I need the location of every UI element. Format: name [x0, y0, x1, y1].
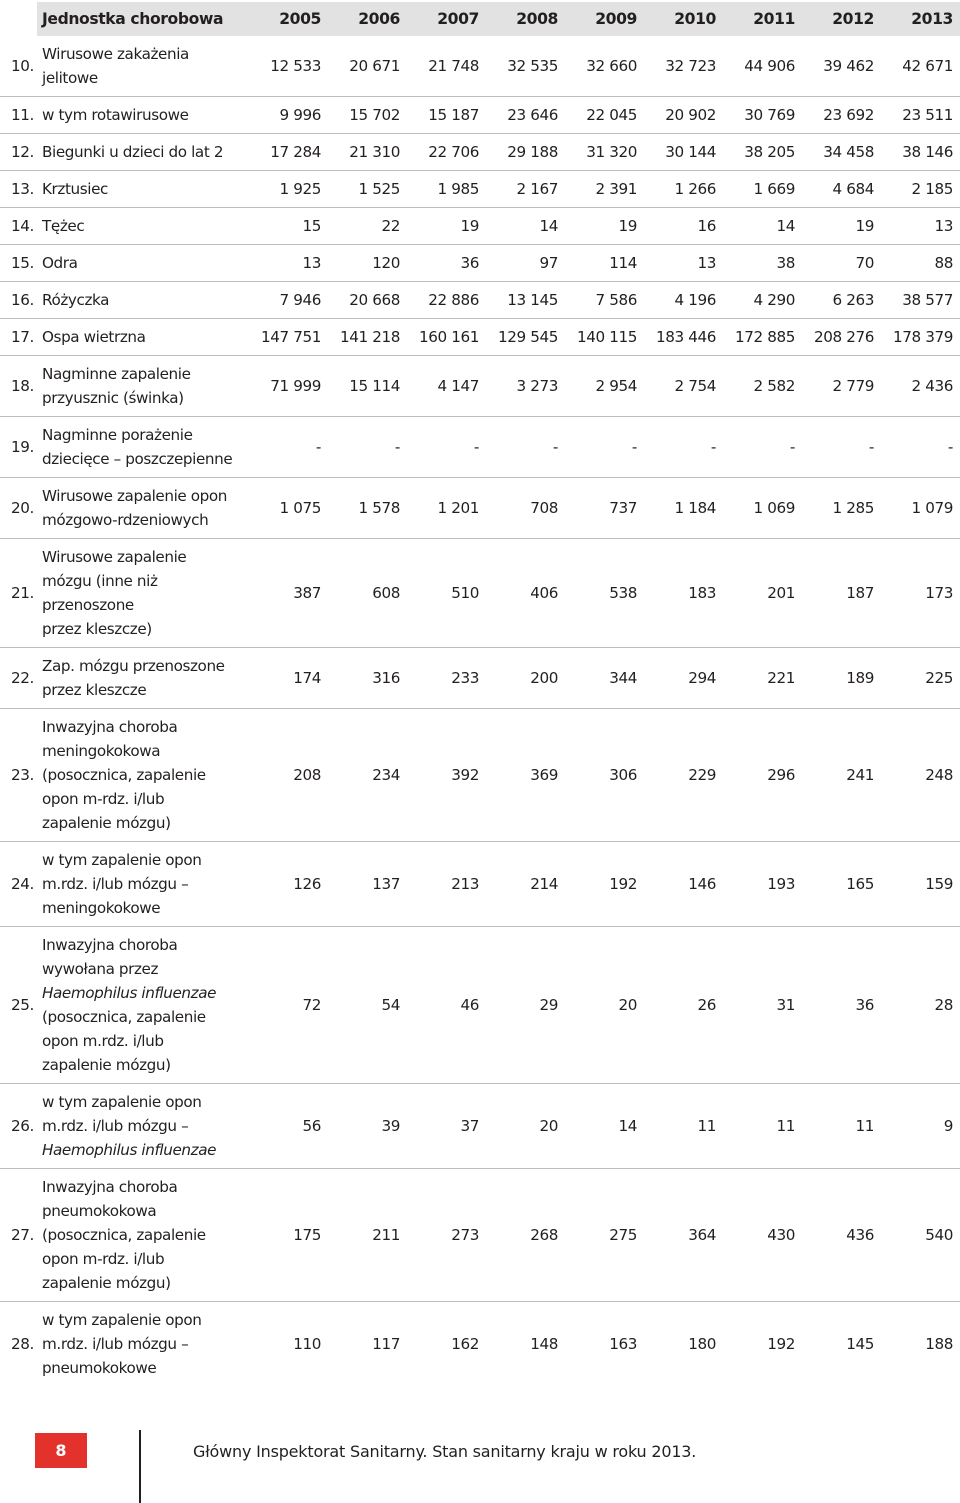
value-cell-2010: 4 196	[674, 291, 716, 309]
row-number: 23.	[11, 766, 34, 784]
row-number: 10.	[11, 57, 34, 75]
value-cell-2012: 187	[846, 584, 874, 602]
table-row	[0, 648, 960, 709]
value-cell-2007: 510	[451, 584, 479, 602]
value-cell-2012: 23 692	[823, 106, 874, 124]
header-year-2012: 2012	[802, 2, 881, 36]
value-cell-2013: 9	[943, 1117, 953, 1135]
value-cell-2008: 200	[530, 669, 558, 687]
value-cell-2009: 20	[618, 996, 637, 1014]
disease-name	[37, 36, 249, 97]
disease-name-line: pneumokokowe	[42, 1359, 157, 1377]
value-cell-2006: 211	[372, 1226, 400, 1244]
header-year-2011: 2011	[723, 2, 802, 36]
header-year-2006: 2006	[328, 2, 407, 36]
value-cell-2009: 14	[618, 1117, 637, 1135]
value-cell-2005: 13	[302, 254, 321, 272]
value-cell-2012: 1 285	[832, 499, 874, 517]
disease-name-line: Odra	[42, 254, 78, 272]
disease-name-line: opon m-rdz. i/lub	[42, 790, 165, 808]
value-cell-2011: -	[789, 438, 795, 456]
value-cell-2010: 1 266	[674, 180, 716, 198]
value-cell-2008: 29 188	[507, 143, 558, 161]
value-cell-2013: 38 146	[902, 143, 953, 161]
row-number: 26.	[11, 1117, 34, 1135]
value-cell-2007: -	[473, 438, 479, 456]
disease-name	[37, 171, 249, 208]
value-cell-2009: 140 115	[576, 328, 637, 346]
value-cell-2008: 268	[530, 1226, 558, 1244]
value-cell-2007: 22 886	[428, 291, 479, 309]
table-row	[0, 319, 960, 356]
value-cell-2007: 46	[460, 996, 479, 1014]
value-cell-2006: 54	[381, 996, 400, 1014]
disease-name-line: Wirusowe zakażenia	[42, 45, 189, 63]
value-cell-2009: 114	[609, 254, 637, 272]
value-cell-2005: 175	[293, 1226, 321, 1244]
value-cell-2006: 120	[372, 254, 400, 272]
table-row	[0, 36, 960, 97]
value-cell-2010: 183 446	[655, 328, 716, 346]
table-row	[0, 208, 960, 245]
table-row	[0, 97, 960, 134]
value-cell-2013: 1 079	[911, 499, 953, 517]
value-cell-2013: 178 379	[892, 328, 953, 346]
value-cell-2008: 29	[539, 996, 558, 1014]
value-cell-2007: 1 201	[437, 499, 479, 517]
value-cell-2008: 369	[530, 766, 558, 784]
disease-name-line: przenoszone	[42, 596, 134, 614]
disease-name-line: zapalenie mózgu)	[42, 1056, 171, 1074]
disease-name	[37, 356, 249, 417]
value-cell-2012: 11	[855, 1117, 874, 1135]
value-cell-2006: 608	[372, 584, 400, 602]
disease-name	[37, 282, 249, 319]
value-cell-2009: 32 660	[586, 57, 637, 75]
value-cell-2008: 13 145	[507, 291, 558, 309]
table-row	[0, 927, 960, 1084]
value-cell-2009: 19	[618, 217, 637, 235]
value-cell-2011: 11	[776, 1117, 795, 1135]
disease-name	[37, 478, 249, 539]
disease-table-container	[0, 2, 960, 1386]
value-cell-2007: 1 985	[437, 180, 479, 198]
value-cell-2013: -	[947, 438, 953, 456]
value-cell-2012: 6 263	[832, 291, 874, 309]
disease-name-line: w tym rotawirusowe	[42, 106, 189, 124]
value-cell-2011: 44 906	[744, 57, 795, 75]
value-cell-2006: 234	[372, 766, 400, 784]
value-cell-2007: 4 147	[437, 377, 479, 395]
value-cell-2005: 126	[293, 875, 321, 893]
disease-name-line: (posocznica, zapalenie	[42, 1226, 206, 1244]
value-cell-2011: 221	[767, 669, 795, 687]
disease-name	[37, 319, 249, 356]
header-num-cell	[0, 2, 37, 36]
disease-name-line: dziecięce – poszczepienne	[42, 450, 233, 468]
value-cell-2006: 15 114	[349, 377, 400, 395]
row-number: 27.	[11, 1226, 34, 1244]
value-cell-2012: 36	[855, 996, 874, 1014]
value-cell-2008: 2 167	[516, 180, 558, 198]
row-number: 22.	[11, 669, 34, 687]
value-cell-2005: 147 751	[260, 328, 321, 346]
value-cell-2008: 214	[530, 875, 558, 893]
disease-name-line: w tym zapalenie opon	[42, 1311, 202, 1329]
value-cell-2012: 2 779	[832, 377, 874, 395]
value-cell-2010: 26	[697, 996, 716, 1014]
row-number: 12.	[11, 143, 34, 161]
disease-name-line: zapalenie mózgu)	[42, 814, 171, 832]
disease-name	[37, 539, 249, 648]
value-cell-2006: 39	[381, 1117, 400, 1135]
value-cell-2013: 23 511	[902, 106, 953, 124]
value-cell-2010: 20 902	[665, 106, 716, 124]
row-number: 20.	[11, 499, 34, 517]
value-cell-2008: 20	[539, 1117, 558, 1135]
value-cell-2011: 30 769	[744, 106, 795, 124]
disease-name-line: Tężec	[42, 217, 85, 235]
value-cell-2011: 172 885	[734, 328, 795, 346]
disease-name-line: m.rdz. i/lub mózgu –	[42, 1117, 189, 1135]
row-number: 25.	[11, 996, 34, 1014]
value-cell-2011: 14	[776, 217, 795, 235]
value-cell-2013: 88	[934, 254, 953, 272]
disease-statistics-table	[0, 2, 960, 1386]
value-cell-2009: 2 391	[595, 180, 637, 198]
table-body	[0, 36, 960, 1386]
value-cell-2007: 392	[451, 766, 479, 784]
value-cell-2006: 20 671	[349, 57, 400, 75]
row-number: 19.	[11, 438, 34, 456]
value-cell-2008: 23 646	[507, 106, 558, 124]
value-cell-2009: 31 320	[586, 143, 637, 161]
row-number: 16.	[11, 291, 34, 309]
value-cell-2006: 316	[372, 669, 400, 687]
row-number: 18.	[11, 377, 34, 395]
row-number: 15.	[11, 254, 34, 272]
disease-name-line: Krztusiec	[42, 180, 108, 198]
table-row	[0, 842, 960, 927]
value-cell-2005: -	[315, 438, 321, 456]
value-cell-2013: 2 185	[911, 180, 953, 198]
value-cell-2011: 4 290	[753, 291, 795, 309]
value-cell-2011: 1 669	[753, 180, 795, 198]
disease-name-line: jelitowe	[42, 69, 98, 87]
value-cell-2012: -	[868, 438, 874, 456]
disease-name-line: Haemophilus influenzae	[42, 1141, 217, 1159]
value-cell-2010: 364	[688, 1226, 716, 1244]
value-cell-2011: 2 582	[753, 377, 795, 395]
value-cell-2006: 1 525	[358, 180, 400, 198]
row-number: 17.	[11, 328, 34, 346]
disease-name-line: w tym zapalenie opon	[42, 851, 202, 869]
value-cell-2008: -	[552, 438, 558, 456]
value-cell-2013: 28	[934, 996, 953, 1014]
value-cell-2006: 117	[372, 1335, 400, 1353]
row-number: 28.	[11, 1335, 34, 1353]
value-cell-2012: 70	[855, 254, 874, 272]
value-cell-2005: 1 075	[279, 499, 321, 517]
value-cell-2009: 22 045	[586, 106, 637, 124]
value-cell-2013: 42 671	[902, 57, 953, 75]
value-cell-2007: 19	[460, 217, 479, 235]
disease-name-line: Ospa wietrzna	[42, 328, 146, 346]
header-year-2007: 2007	[407, 2, 486, 36]
disease-name-line: mózgu (inne niż	[42, 572, 158, 590]
value-cell-2013: 38 577	[902, 291, 953, 309]
disease-name-line: opon m.rdz. i/lub	[42, 1032, 164, 1050]
value-cell-2012: 208 276	[813, 328, 874, 346]
value-cell-2007: 233	[451, 669, 479, 687]
table-row	[0, 1084, 960, 1169]
disease-name-line: przez kleszcze)	[42, 620, 152, 638]
value-cell-2007: 36	[460, 254, 479, 272]
value-cell-2013: 2 436	[911, 377, 953, 395]
value-cell-2005: 9 996	[279, 106, 321, 124]
value-cell-2012: 39 462	[823, 57, 874, 75]
table-row	[0, 282, 960, 319]
value-cell-2011: 1 069	[753, 499, 795, 517]
value-cell-2008: 14	[539, 217, 558, 235]
value-cell-2009: 163	[609, 1335, 637, 1353]
header-year-2008: 2008	[486, 2, 565, 36]
value-cell-2008: 3 273	[516, 377, 558, 395]
value-cell-2006: 22	[381, 217, 400, 235]
value-cell-2007: 213	[451, 875, 479, 893]
disease-name-line: pneumokokowa	[42, 1202, 157, 1220]
disease-name-line: Wirusowe zapalenie	[42, 548, 187, 566]
table-row	[0, 1302, 960, 1387]
disease-name-line: Zap. mózgu przenoszone	[42, 657, 225, 675]
value-cell-2005: 1 925	[279, 180, 321, 198]
value-cell-2013: 225	[925, 669, 953, 687]
value-cell-2005: 174	[293, 669, 321, 687]
value-cell-2007: 22 706	[428, 143, 479, 161]
value-cell-2006: 137	[372, 875, 400, 893]
disease-name-line: m.rdz. i/lub mózgu –	[42, 1335, 189, 1353]
value-cell-2007: 37	[460, 1117, 479, 1135]
disease-name-line: opon m-rdz. i/lub	[42, 1250, 165, 1268]
value-cell-2013: 188	[925, 1335, 953, 1353]
value-cell-2010: 183	[688, 584, 716, 602]
value-cell-2005: 387	[293, 584, 321, 602]
table-row	[0, 134, 960, 171]
value-cell-2010: 1 184	[674, 499, 716, 517]
value-cell-2011: 193	[767, 875, 795, 893]
disease-name	[37, 97, 249, 134]
value-cell-2010: 16	[697, 217, 716, 235]
header-disease-name: Jednostka chorobowa	[37, 2, 249, 36]
row-number: 14.	[11, 217, 34, 235]
value-cell-2012: 145	[846, 1335, 874, 1353]
table-row	[0, 245, 960, 282]
value-cell-2009: 344	[609, 669, 637, 687]
disease-name-line: przyusznic (świnka)	[42, 389, 184, 407]
value-cell-2007: 21 748	[428, 57, 479, 75]
value-cell-2010: 30 144	[665, 143, 716, 161]
disease-name-line: Haemophilus influenzae	[42, 984, 217, 1002]
value-cell-2011: 430	[767, 1226, 795, 1244]
value-cell-2013: 173	[925, 584, 953, 602]
value-cell-2010: 13	[697, 254, 716, 272]
page-number-badge: 8	[35, 1433, 87, 1468]
value-cell-2011: 201	[767, 584, 795, 602]
value-cell-2008: 129 545	[497, 328, 558, 346]
value-cell-2009: -	[631, 438, 637, 456]
value-cell-2006: 20 668	[349, 291, 400, 309]
value-cell-2011: 38 205	[744, 143, 795, 161]
disease-name-line: meningokokowa	[42, 742, 161, 760]
disease-name	[37, 709, 249, 842]
value-cell-2006: 21 310	[349, 143, 400, 161]
page-footer	[0, 1420, 960, 1503]
row-number: 21.	[11, 584, 34, 602]
value-cell-2011: 31	[776, 996, 795, 1014]
disease-name-line: wywołana przez	[42, 960, 159, 978]
value-cell-2012: 241	[846, 766, 874, 784]
value-cell-2010: 294	[688, 669, 716, 687]
header-year-2009: 2009	[565, 2, 644, 36]
disease-name	[37, 842, 249, 927]
footer-divider	[139, 1430, 141, 1503]
value-cell-2012: 165	[846, 875, 874, 893]
disease-name	[37, 1169, 249, 1302]
value-cell-2010: 146	[688, 875, 716, 893]
value-cell-2009: 2 954	[595, 377, 637, 395]
value-cell-2006: -	[394, 438, 400, 456]
value-cell-2005: 56	[302, 1117, 321, 1135]
disease-name-line: Nagminne porażenie	[42, 426, 193, 444]
disease-name-line: Różyczka	[42, 291, 110, 309]
value-cell-2009: 538	[609, 584, 637, 602]
value-cell-2005: 15	[302, 217, 321, 235]
value-cell-2010: -	[710, 438, 716, 456]
table-row	[0, 356, 960, 417]
header-year-2010: 2010	[644, 2, 723, 36]
value-cell-2013: 159	[925, 875, 953, 893]
value-cell-2010: 32 723	[665, 57, 716, 75]
value-cell-2008: 406	[530, 584, 558, 602]
value-cell-2009: 306	[609, 766, 637, 784]
table-row	[0, 171, 960, 208]
value-cell-2007: 162	[451, 1335, 479, 1353]
row-number: 24.	[11, 875, 34, 893]
value-cell-2006: 141 218	[339, 328, 400, 346]
row-number: 13.	[11, 180, 34, 198]
value-cell-2013: 13	[934, 217, 953, 235]
value-cell-2012: 34 458	[823, 143, 874, 161]
disease-name-line: mózgowo-rdzeniowych	[42, 511, 209, 529]
value-cell-2005: 110	[293, 1335, 321, 1353]
disease-name-line: (posocznica, zapalenie	[42, 1008, 206, 1026]
value-cell-2010: 229	[688, 766, 716, 784]
value-cell-2009: 192	[609, 875, 637, 893]
value-cell-2007: 160 161	[418, 328, 479, 346]
row-number: 11.	[11, 106, 34, 124]
disease-name-line: Nagminne zapalenie	[42, 365, 191, 383]
value-cell-2008: 148	[530, 1335, 558, 1353]
disease-name-line: w tym zapalenie opon	[42, 1093, 202, 1111]
value-cell-2006: 1 578	[358, 499, 400, 517]
value-cell-2006: 15 702	[349, 106, 400, 124]
value-cell-2009: 275	[609, 1226, 637, 1244]
value-cell-2013: 248	[925, 766, 953, 784]
value-cell-2012: 4 684	[832, 180, 874, 198]
disease-name-line: Biegunki u dzieci do lat 2	[42, 143, 224, 161]
value-cell-2013: 540	[925, 1226, 953, 1244]
value-cell-2007: 273	[451, 1226, 479, 1244]
header-year-2013: 2013	[881, 2, 960, 36]
table-row	[0, 539, 960, 648]
disease-name-line: Inwazyjna choroba	[42, 718, 178, 736]
value-cell-2011: 192	[767, 1335, 795, 1353]
disease-name	[37, 245, 249, 282]
value-cell-2007: 15 187	[428, 106, 479, 124]
disease-name	[37, 208, 249, 245]
disease-name	[37, 134, 249, 171]
disease-name-line: m.rdz. i/lub mózgu –	[42, 875, 189, 893]
disease-name	[37, 417, 249, 478]
disease-name-line: Wirusowe zapalenie opon	[42, 487, 228, 505]
disease-name-line: Inwazyjna choroba	[42, 936, 178, 954]
value-cell-2010: 180	[688, 1335, 716, 1353]
value-cell-2005: 17 284	[270, 143, 321, 161]
table-header	[0, 2, 960, 36]
value-cell-2011: 296	[767, 766, 795, 784]
value-cell-2010: 2 754	[674, 377, 716, 395]
value-cell-2005: 12 533	[270, 57, 321, 75]
value-cell-2009: 737	[609, 499, 637, 517]
value-cell-2011: 38	[776, 254, 795, 272]
disease-name	[37, 1302, 249, 1387]
value-cell-2009: 7 586	[595, 291, 637, 309]
header-row	[0, 2, 960, 36]
disease-name	[37, 1084, 249, 1169]
disease-name-line: Inwazyjna choroba	[42, 1178, 178, 1196]
disease-name-line: (posocznica, zapalenie	[42, 766, 206, 784]
disease-name-line: przez kleszcze	[42, 681, 147, 699]
disease-name-line: zapalenie mózgu)	[42, 1274, 171, 1292]
value-cell-2008: 97	[539, 254, 558, 272]
value-cell-2010: 11	[697, 1117, 716, 1135]
value-cell-2008: 32 535	[507, 57, 558, 75]
value-cell-2012: 436	[846, 1226, 874, 1244]
value-cell-2008: 708	[530, 499, 558, 517]
value-cell-2005: 7 946	[279, 291, 321, 309]
table-row	[0, 478, 960, 539]
table-row	[0, 417, 960, 478]
header-year-2005: 2005	[249, 2, 328, 36]
value-cell-2005: 72	[302, 996, 321, 1014]
disease-name-line: meningokokowe	[42, 899, 161, 917]
table-row	[0, 1169, 960, 1302]
value-cell-2005: 208	[293, 766, 321, 784]
disease-name	[37, 648, 249, 709]
table-row	[0, 709, 960, 842]
footer-publication-title: Główny Inspektorat Sanitarny. Stan sanitarny kraju w roku 2013.	[193, 1442, 697, 1461]
value-cell-2005: 71 999	[270, 377, 321, 395]
value-cell-2012: 19	[855, 217, 874, 235]
disease-name	[37, 927, 249, 1084]
value-cell-2012: 189	[846, 669, 874, 687]
